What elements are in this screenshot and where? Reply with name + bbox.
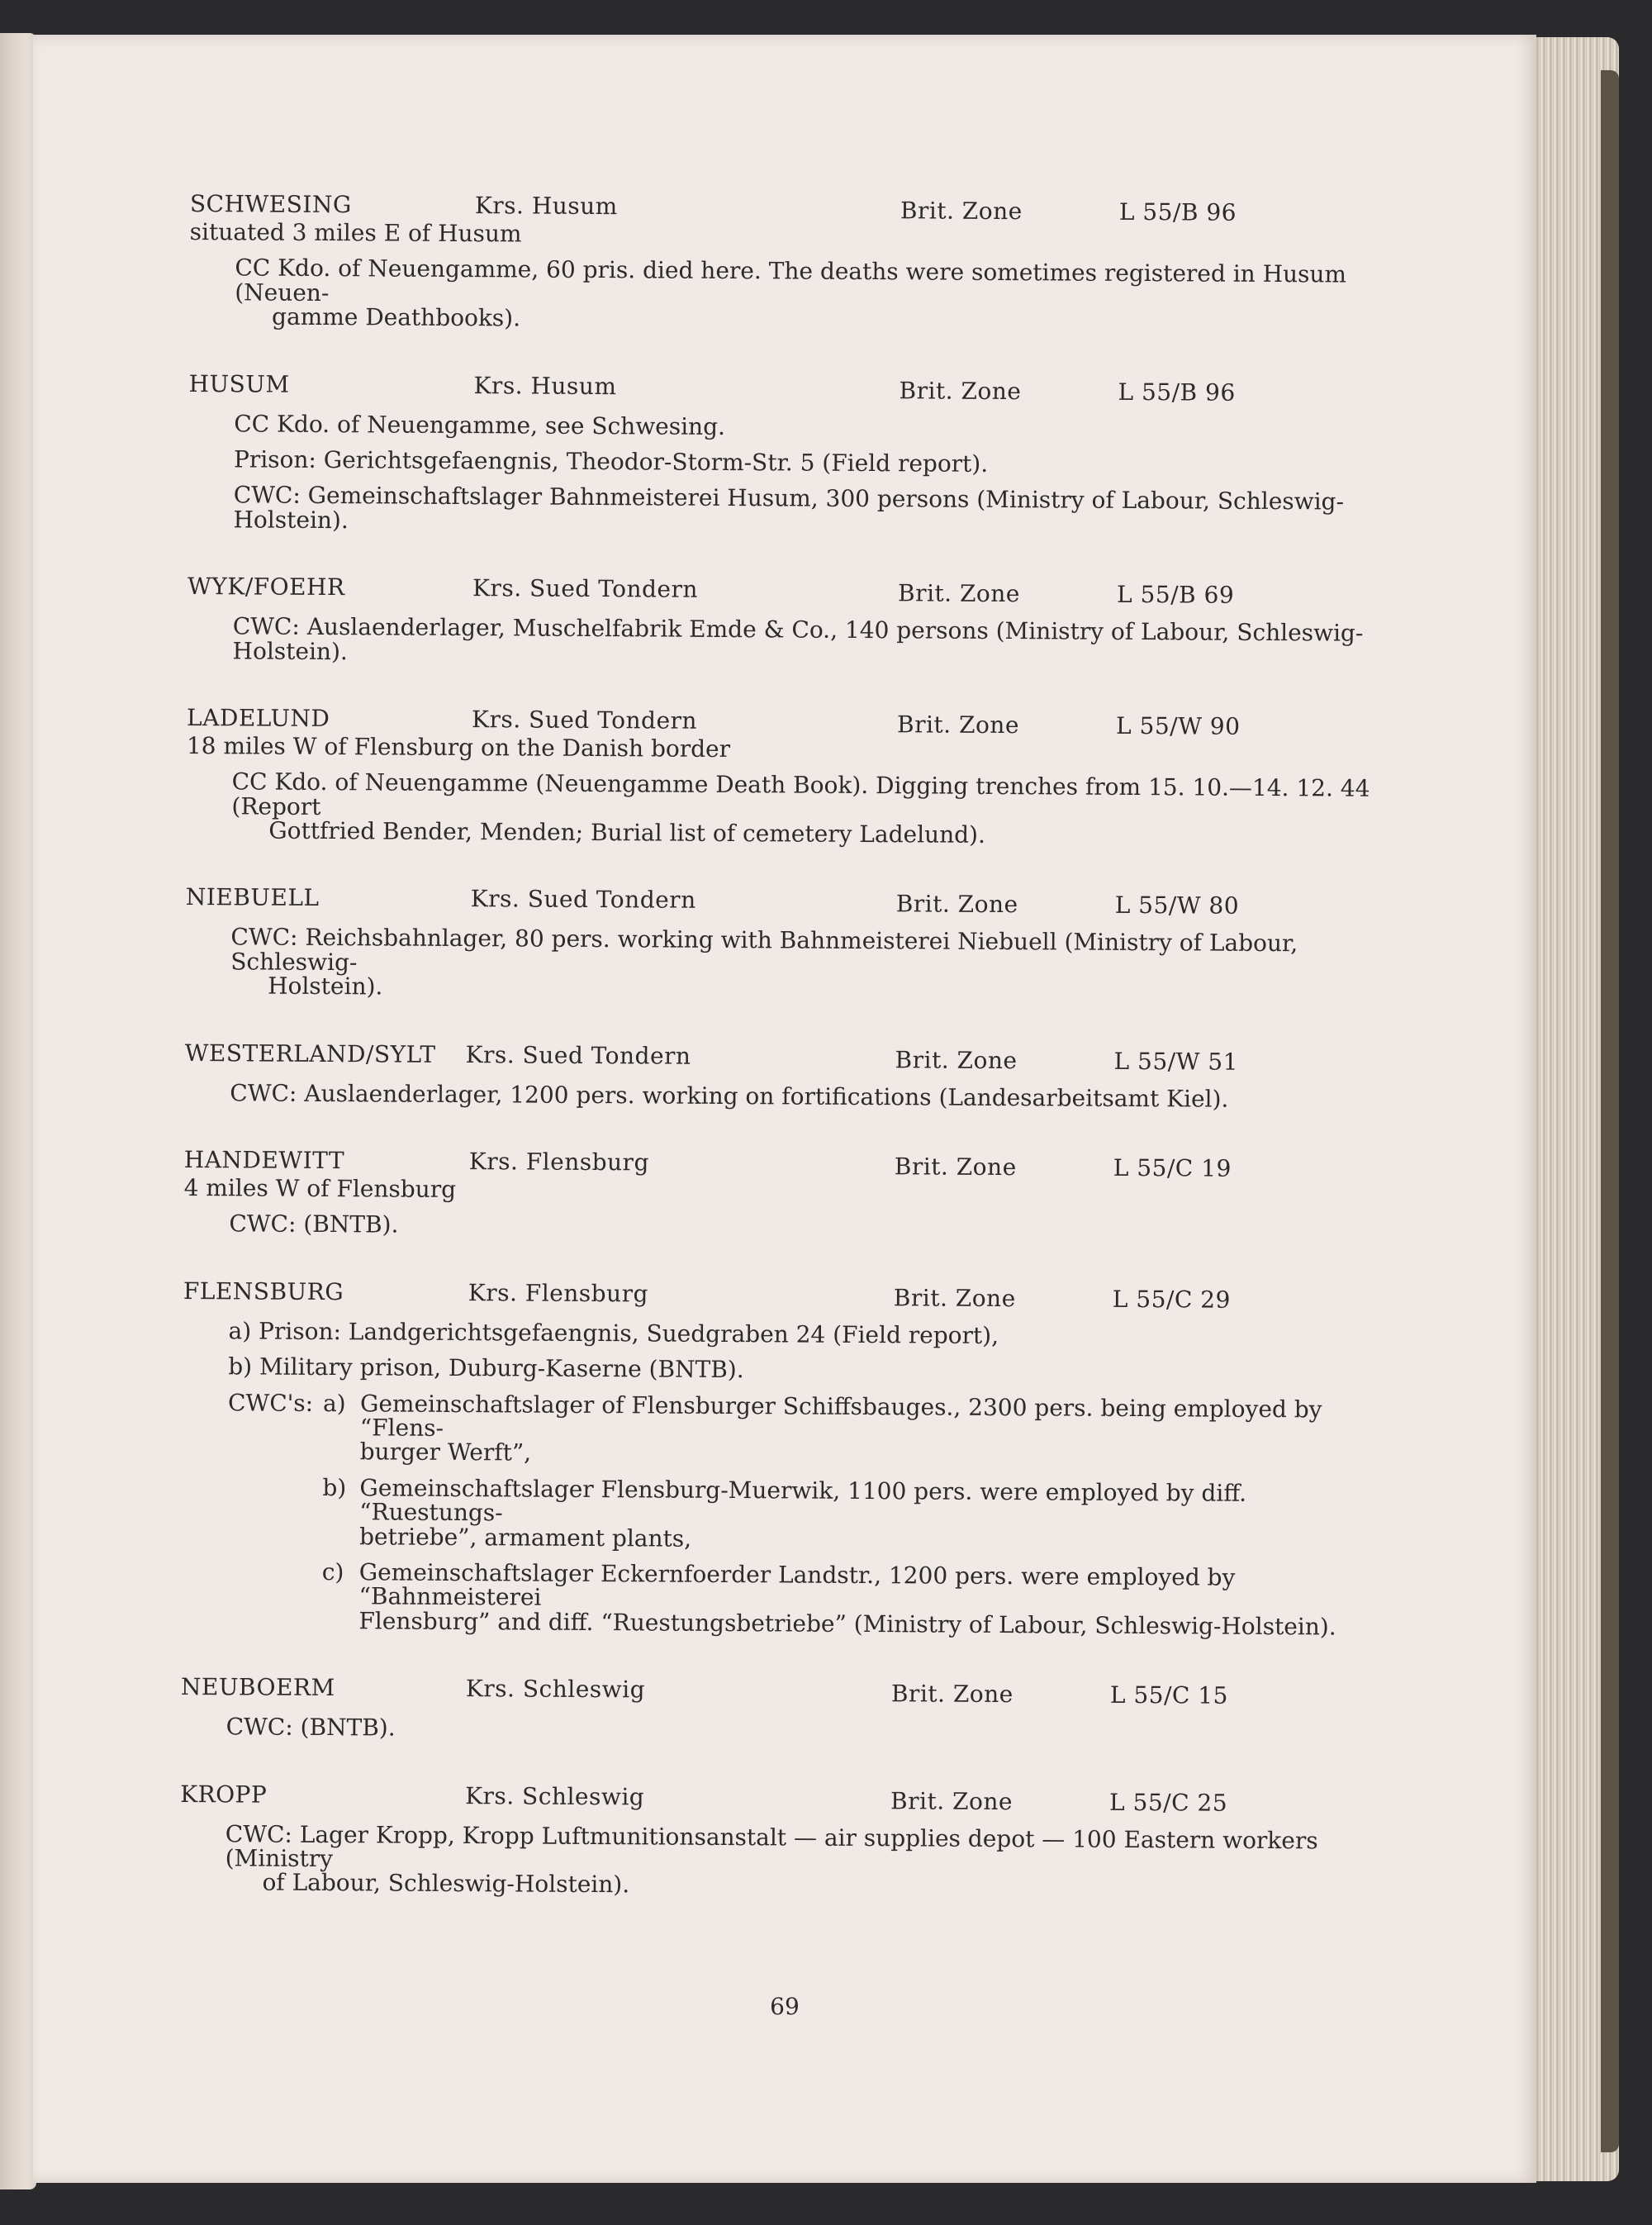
- text-line: Gemeinschaftslager Eckernfoerder Landstr., 1200 pers. were employed by “Bahnmeisterei: [358, 1558, 1236, 1611]
- entry-wyk-foehr: [188, 574, 1403, 670]
- place-name: NIEBUELL: [185, 883, 320, 912]
- cwc-text: [358, 1560, 1396, 1639]
- zone: Brit. Zone: [896, 711, 1020, 739]
- entry-neuboerm: [181, 1675, 1395, 1746]
- map-reference: L 55/W 90: [1115, 711, 1241, 740]
- map-reference: L 55/C 19: [1113, 1153, 1232, 1182]
- entry-header: [188, 369, 1403, 407]
- entry-header: [180, 1781, 1394, 1817]
- entry-handewitt: [183, 1148, 1398, 1243]
- map-reference: L 55/B 69: [1116, 580, 1235, 609]
- text-line: CWC: Reichsbahnlager, 80 pers. working with Bahnmeisterei Niebuell (Ministry of Labour, Schleswig-: [230, 923, 1298, 977]
- cwc-list: [181, 1388, 1397, 1641]
- cwc-letter: c): [321, 1557, 344, 1586]
- map-reference: L 55/C 29: [1112, 1285, 1231, 1314]
- entry-text: CWC: (BNTB).: [225, 1713, 396, 1742]
- cwc-label-spacer: [227, 1475, 323, 1548]
- map-reference: L 55/W 51: [1113, 1047, 1239, 1076]
- entry-text: Prison: Gerichtsgefaengnis, Theodor-Storm-Str. 5 (Field report).: [233, 445, 989, 478]
- place-name: LADELUND: [187, 703, 330, 732]
- location-note: situated 3 miles E of Husum: [189, 217, 522, 248]
- map-reference: L 55/B 96: [1118, 378, 1236, 406]
- text-line: CC Kdo. of Neuengamme, 60 pris. died here. The deaths were sometimes registered in Husum (Neuen-: [235, 254, 1347, 307]
- zone: Brit. Zone: [899, 376, 1022, 405]
- text-line: burger Werft”,: [359, 1438, 532, 1467]
- location-note: 18 miles W of Flensburg on the Danish border: [186, 731, 731, 763]
- cwc-item: [227, 1475, 1397, 1555]
- left-page-edge: [0, 33, 36, 2189]
- cwc-item: [227, 1388, 1398, 1471]
- entry-header: [188, 574, 1402, 610]
- district: Krs. Schleswig: [465, 1781, 645, 1810]
- map-reference: L 55/C 25: [1109, 1788, 1228, 1817]
- entry-schwesing: [189, 192, 1404, 336]
- entry-text: [179, 1821, 1394, 1901]
- district: Krs. Husum: [473, 371, 617, 400]
- cwc-label-spacer: [226, 1559, 322, 1633]
- zone: Brit. Zone: [895, 890, 1018, 919]
- place-name: SCHWESING: [189, 190, 352, 219]
- entry-header: [185, 1041, 1399, 1077]
- text-line: Gemeinschaftslager of Flensburger Schiffsbauges., 2300 pers. being employed by “Flens-: [359, 1389, 1322, 1442]
- place-name: WYK/FOEHR: [187, 573, 345, 601]
- map-reference: L 55/C 15: [1109, 1681, 1229, 1709]
- entry-text: [185, 925, 1400, 1005]
- entry-header: [183, 1279, 1398, 1315]
- district: Krs. Schleswig: [465, 1675, 646, 1704]
- place-name: HANDEWITT: [183, 1146, 345, 1175]
- zone: Brit. Zone: [890, 1680, 1014, 1709]
- entry-text: CC Kdo. of Neuengamme, see Schwesing.: [234, 409, 726, 440]
- entry-text: a) Prison: Landgerichtsgefaengnis, Suedgraben 24 (Field report),: [228, 1317, 999, 1349]
- district: Krs. Husum: [474, 192, 618, 221]
- district: Krs. Sued Tondern: [472, 574, 699, 603]
- cwc-text: [360, 1391, 1398, 1471]
- cwc-item: [226, 1559, 1396, 1639]
- entry-text: [186, 769, 1401, 849]
- entry-text: CWC: Gemeinschaftslager Bahnmeisterei Husum, 300 persons (Ministry of Labour, Schleswig-Holstein).: [233, 481, 1345, 534]
- text-line: CWC: Lager Kropp, Kropp Luftmunitionsanstalt — air supplies depot — 100 Eastern workers (Ministry: [225, 1819, 1318, 1872]
- entry-text: CWC: Auslaenderlager, Muschelfabrik Emde & Co., 140 persons (Ministry of Labour, Schleswig-Holstein).: [232, 612, 1364, 665]
- district: Krs. Sued Tondern: [465, 1040, 691, 1070]
- entry-text: CWC: Auslaenderlager, 1200 pers. working on fortifications (Landesarbeitsamt Kiel).: [230, 1078, 1229, 1113]
- entry-flensburg: [181, 1279, 1398, 1639]
- zone: Brit. Zone: [890, 1786, 1014, 1815]
- zone: Brit. Zone: [895, 1045, 1018, 1074]
- entry-kropp: [179, 1781, 1394, 1901]
- zone: Brit. Zone: [900, 197, 1023, 226]
- text-line: Gemeinschaftslager Flensburg-Muerwik, 1100 pers. were employed by diff. “Ruestungs-: [359, 1474, 1247, 1527]
- place-name: FLENSBURG: [183, 1277, 344, 1305]
- text-line: gamme Deathbooks).: [271, 302, 521, 332]
- document-page: [33, 35, 1536, 2183]
- cwc-letter: a): [322, 1389, 346, 1417]
- entry-husum: [188, 369, 1403, 540]
- place-name: HUSUM: [188, 369, 290, 398]
- place-name: KROPP: [180, 1780, 268, 1809]
- entry-niebuell: [185, 885, 1400, 1005]
- text-line: Flensburg” and diff. “Ruestungsbetriebe” (Ministry of Labour, Schleswig-Holstein).: [358, 1607, 1336, 1641]
- zone: Brit. Zone: [894, 1153, 1017, 1181]
- text-line: betriebe”, armament plants,: [358, 1522, 692, 1552]
- cwc-text: [359, 1476, 1397, 1555]
- entry-text: [189, 255, 1404, 335]
- district: Krs. Flensburg: [468, 1148, 650, 1177]
- entry-text: b) Military prison, Duburg-Kaserne (BNTB).: [228, 1353, 744, 1384]
- entry-text: CWC: (BNTB).: [229, 1210, 399, 1238]
- entry-westerland-sylt: [184, 1041, 1398, 1112]
- map-reference: L 55/W 80: [1114, 891, 1240, 920]
- entry-header: [186, 885, 1400, 920]
- location-note: 4 miles W of Flensburg: [183, 1174, 457, 1204]
- district: Krs. Sued Tondern: [472, 706, 698, 735]
- text-line: Gottfried Bender, Menden; Burial list of cemetery Ladelund).: [268, 816, 986, 849]
- zone: Brit. Zone: [897, 579, 1021, 608]
- page-content: [179, 192, 1404, 1945]
- cwc-letter: b): [322, 1473, 347, 1501]
- district: Krs. Flensburg: [468, 1278, 649, 1308]
- district: Krs. Sued Tondern: [470, 885, 696, 915]
- text-line: CC Kdo. of Neuengamme (Neuengamme Death Book). Digging trenches from 15. 10.—14. 12. 44 (Report: [231, 768, 1370, 820]
- book-spine-edge: [1601, 70, 1619, 2152]
- place-name: NEUBOERM: [180, 1673, 335, 1702]
- map-reference: L 55/B 96: [1118, 197, 1237, 226]
- page-number: 69: [770, 1993, 800, 2020]
- place-name: WESTERLAND/SYLT: [184, 1039, 436, 1068]
- cwc-label: CWC's:: [227, 1388, 314, 1417]
- text-line: of Labour, Schleswig-Holstein).: [262, 1868, 630, 1899]
- entry-ladelund: [186, 703, 1401, 850]
- zone: Brit. Zone: [893, 1284, 1016, 1312]
- entry-header: [181, 1675, 1395, 1710]
- text-line: Holstein).: [268, 972, 383, 1001]
